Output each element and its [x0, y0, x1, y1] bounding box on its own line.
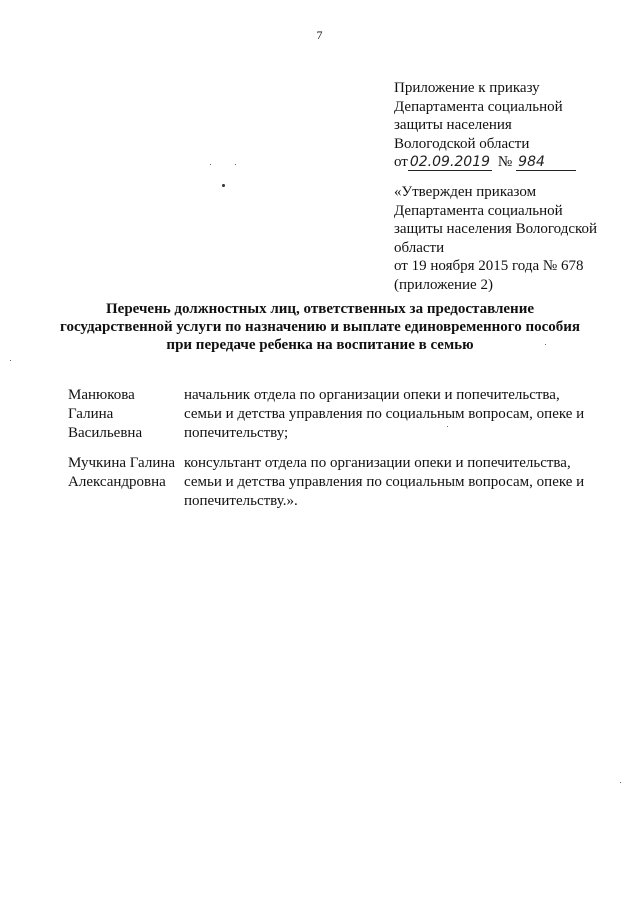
document-title	[40, 300, 600, 354]
scan-speck	[545, 344, 546, 345]
title-line: государственной услуги по назначению и выплате единовременного пособия	[60, 319, 580, 335]
name-line: Манюкова	[68, 387, 135, 403]
approved-block	[394, 183, 626, 294]
order-line	[394, 153, 614, 172]
appendix-line: Департамента социальной	[394, 98, 563, 115]
title-line: Перечень должностных лиц, ответственных за предоставление	[106, 301, 534, 317]
page-number: 7	[316, 28, 323, 42]
role-line: консультант отдела по организации опеки и попечительства,	[184, 455, 571, 471]
name-line: Мучкина Галина	[68, 455, 176, 471]
handwritten-order-date: 02.09.2019	[409, 154, 491, 170]
person-name	[68, 386, 184, 443]
scan-speck	[620, 782, 621, 783]
scan-speck	[222, 184, 225, 187]
appendix-block	[394, 79, 614, 172]
person-entry	[68, 386, 608, 443]
person-role	[184, 454, 608, 511]
role-line: попечительству.».	[184, 493, 298, 509]
role-line: семьи и детства управления по социальным вопросам, опеке и	[184, 406, 585, 422]
appendix-line: Вологодской области	[394, 135, 530, 152]
order-prefix: от	[394, 154, 408, 170]
approved-line: области	[394, 239, 445, 256]
approved-line: от 19 ноября 2015 года № 678	[394, 258, 584, 274]
scan-speck	[10, 360, 11, 361]
scan-speck	[235, 164, 236, 165]
appendix-line: защиты населения	[394, 117, 512, 133]
role-line: попечительству;	[184, 425, 289, 441]
appendix-line: Приложение к приказу	[394, 80, 540, 96]
title-line: при передаче ребенка на воспитание в семью	[166, 337, 474, 353]
approved-line: «Утвержден приказом	[394, 184, 537, 200]
scan-speck	[210, 164, 211, 165]
approved-line: (приложение 2)	[394, 276, 493, 293]
scan-speck	[447, 426, 448, 427]
number-sign: №	[497, 154, 513, 170]
person-role	[184, 386, 608, 443]
role-line: семьи и детства управления по социальным вопросам, опеке и	[184, 474, 585, 490]
name-line: Галина	[68, 406, 114, 422]
person-entry	[68, 454, 608, 511]
approved-line: Департамента социальной	[394, 202, 563, 219]
approved-line: защиты населения Вологодской	[394, 221, 598, 237]
role-line: начальник отдела по организации опеки и попечительства,	[184, 387, 560, 403]
person-name	[68, 454, 184, 511]
name-line: Александровна	[68, 474, 166, 490]
handwritten-order-number: 984	[516, 155, 576, 171]
name-line: Васильевна	[68, 425, 143, 441]
